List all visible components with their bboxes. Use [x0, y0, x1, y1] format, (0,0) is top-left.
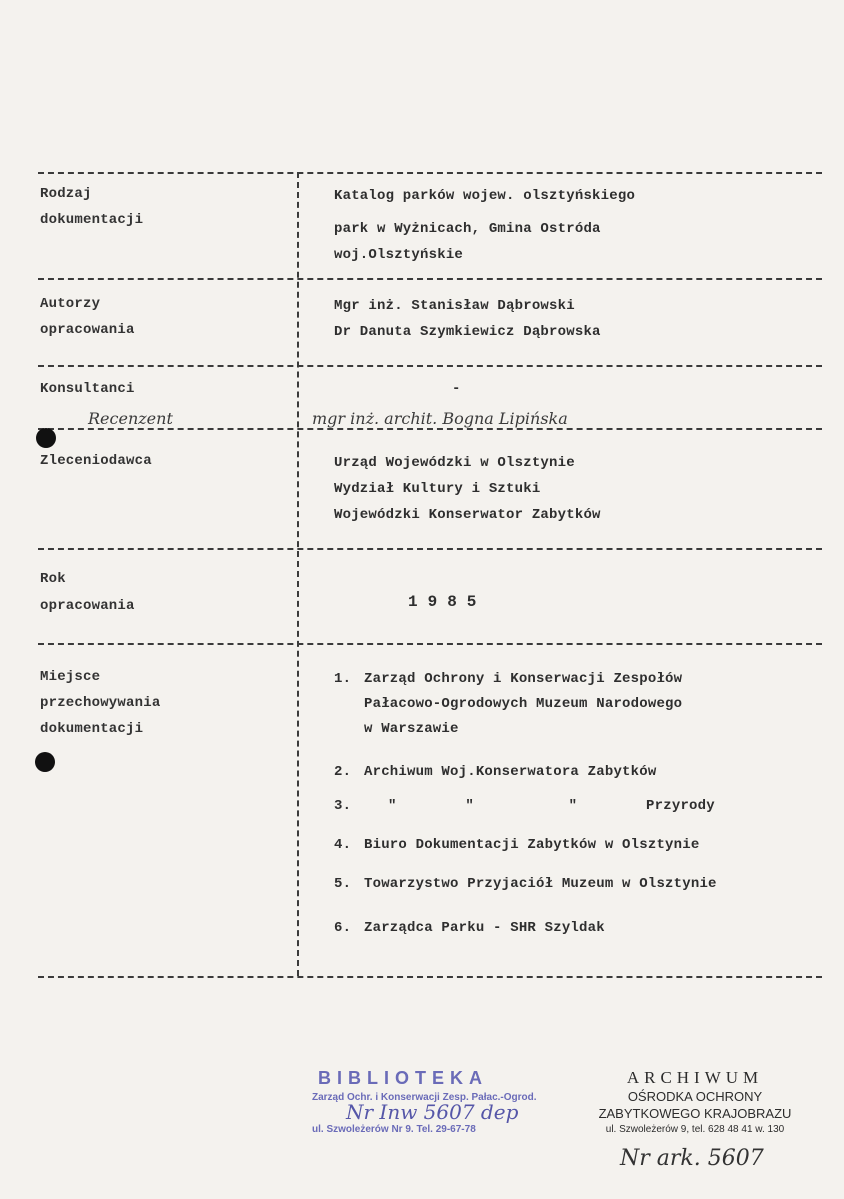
row-separator — [38, 548, 822, 550]
list-item-text: Pałacowo-Ogrodowych Muzeum Narodowego — [364, 696, 683, 712]
label-recenzent: Recenzent — [88, 409, 173, 428]
row-separator — [38, 278, 822, 280]
label-przechowywania: przechowywania — [40, 695, 161, 711]
archive-line-3: ul. Szwoleżerów 9, tel. 628 48 41 w. 130 — [605, 1124, 785, 1135]
label-zleceniodawca: Zleceniodawca — [40, 453, 152, 469]
value-consultants: - — [452, 381, 461, 397]
row-separator — [38, 365, 822, 367]
value-author-2: Dr Danuta Szymkiewicz Dąbrowska — [334, 324, 601, 340]
label-dokumentacji: dokumentacji — [40, 212, 144, 228]
list-item-text: Archiwum Woj.Konserwatora Zabytków — [364, 764, 657, 780]
list-item-text: Zarząd Ochrony i Konserwacji Zespołów — [364, 671, 683, 687]
list-item-text: " " " Przyrody — [388, 798, 715, 814]
list-item-text: Towarzystwo Przyjaciół Muzeum w Olsztynie — [364, 876, 717, 892]
label-opracowania-2: opracowania — [40, 598, 135, 614]
list-item-number: 6. — [334, 920, 352, 936]
row-separator — [38, 976, 822, 978]
value-client-3: Wojewódzki Konserwator Zabytków — [334, 507, 601, 523]
stamp-line-1: Zarząd Ochr. i Konserwacji Zesp. Pałac.-Ogrod. — [312, 1092, 537, 1103]
archive-line-1: OŚRODKA OCHRONY — [627, 1089, 763, 1104]
punch-hole — [35, 752, 55, 772]
list-item-text: Zarządca Parku - SHR Szyldak — [364, 920, 605, 936]
label-autorzy: Autorzy — [40, 296, 101, 312]
row-separator — [38, 172, 822, 174]
value-catalog: Katalog parków wojew. olsztyńskiego — [334, 188, 636, 204]
column-separator — [297, 172, 299, 976]
archive-title: ARCHIWUM — [626, 1068, 764, 1087]
list-item-number: 1. — [334, 671, 352, 687]
label-rok: Rok — [40, 571, 66, 587]
value-client-1: Urząd Wojewódzki w Olsztynie — [334, 455, 575, 471]
label-miejsce: Miejsce — [40, 669, 101, 685]
list-item-text: Biuro Dokumentacji Zabytków w Olsztynie — [364, 837, 700, 853]
archive-line-2: ZABYTKOWEGO KRAJOBRAZU — [598, 1106, 792, 1121]
stamp-title: BIBLIOTEKA — [318, 1068, 488, 1088]
list-item-number: 5. — [334, 876, 352, 892]
value-client-2: Wydział Kultury i Sztuki — [334, 481, 541, 497]
list-item-number: 3. — [334, 798, 352, 814]
value-voivodeship: woj.Olsztyńskie — [334, 247, 464, 263]
label-opracowania: opracowania — [40, 322, 135, 338]
value-reviewer: mgr inż. archit. Bogna Lipińska — [312, 409, 568, 428]
label-dokumentacji-2: dokumentacji — [40, 721, 144, 737]
row-separator — [38, 428, 822, 430]
list-item-text: w Warszawie — [364, 721, 459, 737]
label-rodzaj: Rodzaj — [40, 186, 92, 202]
value-author-1: Mgr inż. Stanisław Dąbrowski — [334, 298, 575, 314]
value-year: 1 9 8 5 — [408, 593, 477, 611]
punch-hole — [36, 428, 56, 448]
value-park: park w Wyżnicach, Gmina Ostróda — [334, 221, 601, 237]
library-stamp — [306, 1068, 566, 1158]
list-item-number: 2. — [334, 764, 352, 780]
row-separator — [38, 643, 822, 645]
stamp-line-2: ul. Szwoleżerów Nr 9. Tel. 29-67-78 — [312, 1124, 476, 1135]
stamp-handwriting: Nr Inw 5607 dep — [346, 1100, 519, 1124]
label-konsultanci: Konsultanci — [40, 381, 135, 397]
list-item-number: 4. — [334, 837, 352, 853]
archive-stamp — [590, 1068, 800, 1138]
archive-number-handwriting: Nr ark. 5607 — [620, 1146, 764, 1171]
